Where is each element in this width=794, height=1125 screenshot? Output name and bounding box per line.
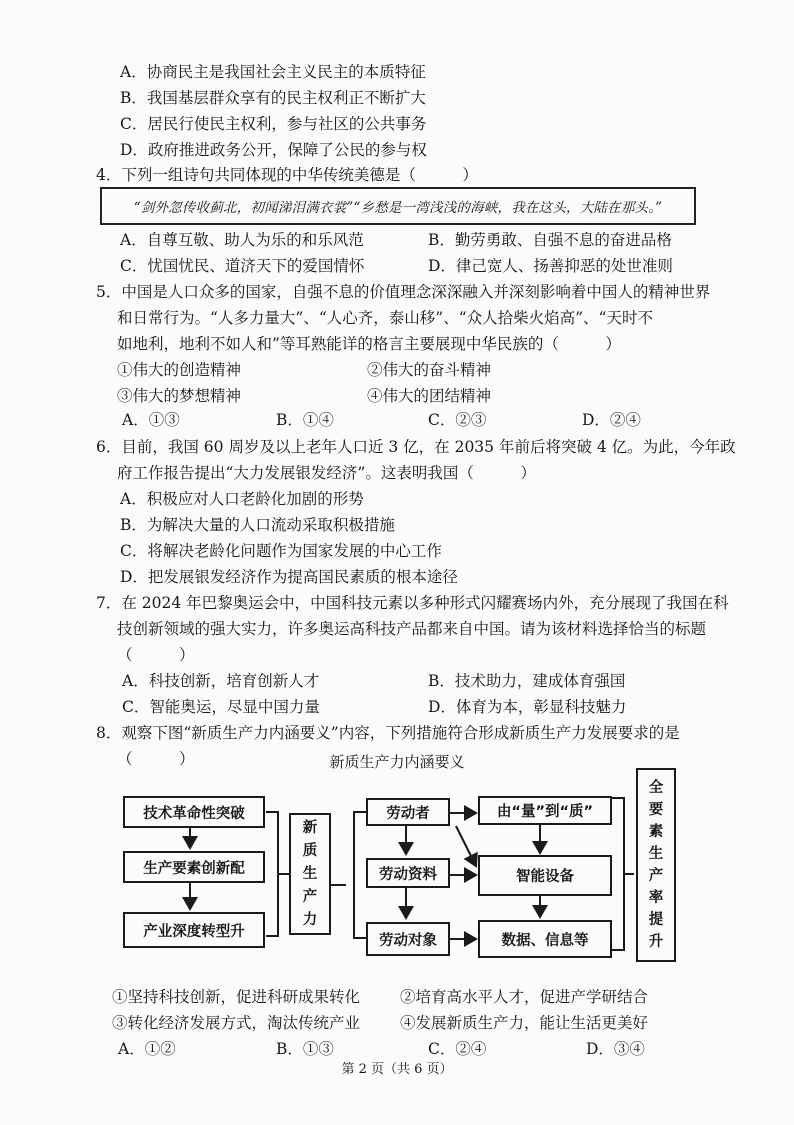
far-right-char: 全 <box>648 780 664 796</box>
q7-stem-1: 7．在 2024 年巴黎奥运会中，中国科技元素以多种形式闪耀赛场内外，充分展现了我国在科 <box>96 594 729 612</box>
diagram-right-box-2: 智能设备 <box>478 855 612 896</box>
q5-stem-2: 和日常行为。“人多力量大”、“人心齐，泰山移”、“众人拾柴火焰高”、“天时不 <box>117 309 653 327</box>
q7-option-d: D．体育为本，彰显科技魅力 <box>428 698 627 716</box>
q4-poem: “剑外忽传收蓟北，初闻涕泪满衣裳”“乡愁是一湾浅浅的海峡，我在这头，大陆在那头。” <box>133 200 663 216</box>
q7-stem-3: （ ） <box>117 646 195 664</box>
q7-option-c: C．智能奥运，尽显中国力量 <box>122 698 320 716</box>
q4-option-c: C．忧国忧民、道济天下的爱国情怀 <box>120 257 365 275</box>
far-right-char: 提 <box>648 912 664 928</box>
q5-item-1: ①伟大的创造精神 <box>117 361 242 379</box>
q6-stem-2: 府工作报告提出“大力发展银发经济”。这表明我国（ ） <box>117 464 536 482</box>
diagram-left-box-1: 技术革命性突破 <box>123 796 265 828</box>
q4-option-d: D．律己宽人、扬善抑恶的处世准则 <box>428 257 673 275</box>
center-char: 质 <box>302 842 318 859</box>
diagram-left-box-3: 产业深度转型升 <box>123 912 265 948</box>
q6-option-b: B．为解决大量的人口流动采取积极措施 <box>120 516 395 534</box>
q4-stem: 4．下列一组诗句共同体现的中华传统美德是（ ） <box>96 166 478 184</box>
q5-stem-3: 如地利，地利不如人和”等耳熟能详的格言主要展现中华民族的（ ） <box>117 335 621 353</box>
q8-option-b: B．①③ <box>276 1040 334 1058</box>
far-right-char: 生 <box>648 846 664 862</box>
q8-option-c: C．②④ <box>428 1040 487 1058</box>
diagram-middle-box-2: 劳动资料 <box>366 858 450 888</box>
q5-item-2: ②伟大的奋斗精神 <box>367 361 492 379</box>
diagram-right-box-1: 由“量”到“质” <box>478 796 612 825</box>
q5-item-3: ③伟大的梦想精神 <box>117 387 242 405</box>
q8-stem-2: （ ） <box>117 750 195 768</box>
diagram-right-box-3: 数据、信息等 <box>478 920 612 958</box>
diagram-middle-box-1: 劳动者 <box>366 798 450 826</box>
q4-option-a: A．自尊互敬、助人为乐的和乐风范 <box>120 231 364 249</box>
diagram-left-box-2: 生产要素创新配 <box>123 851 265 883</box>
q3-option-c: C．居民行使民主权利，参与社区的公共事务 <box>120 115 427 133</box>
q5-option-d: D．②④ <box>582 411 641 429</box>
q8-stem-1: 8．观察下图“新质生产力内涵要义”内容，下列措施符合形成新质生产力发展要求的是 <box>96 724 680 742</box>
center-char: 力 <box>302 911 318 928</box>
center-char: 新 <box>302 819 318 836</box>
far-right-char: 率 <box>648 890 664 906</box>
far-right-char: 素 <box>648 824 664 840</box>
far-right-char: 要 <box>648 802 664 818</box>
q5-stem-1: 5．中国是人口众多的国家，自强不息的价值理念深深融入并深刻影响着中国人的精神世界 <box>96 283 711 301</box>
diagram-middle-box-3: 劳动对象 <box>366 922 450 956</box>
q8-item-2: ②培育高水平人才，促进产学研结合 <box>400 988 649 1006</box>
diagram-title: 新质生产力内涵要义 <box>329 753 465 771</box>
q5-option-b: B．①④ <box>276 411 334 429</box>
q7-option-a: A．科技创新，培育创新人才 <box>122 672 320 690</box>
q3-option-d: D．政府推进政务公开，保障了公民的参与权 <box>120 141 427 159</box>
q5-option-c: C．②③ <box>428 411 487 429</box>
q7-option-b: B．技术助力，建成体育强国 <box>428 672 626 690</box>
q8-option-d: D．③④ <box>586 1040 645 1058</box>
q5-option-a: A．①③ <box>122 411 180 429</box>
far-right-char: 产 <box>648 868 664 884</box>
far-right-char: 升 <box>648 934 664 950</box>
q6-option-c: C．将解决老龄化问题作为国家发展的中心工作 <box>120 542 442 560</box>
q8-item-3: ③转化经济发展方式，淘汰传统产业 <box>112 1014 361 1032</box>
q6-stem-1: 6．目前，我国 60 周岁及以上老年人口近 3 亿，在 2035 年前后将突破 4 亿。为此，今年政 <box>96 438 736 456</box>
diagram-center-box <box>289 813 331 935</box>
center-char: 产 <box>302 888 318 905</box>
q8-option-a: A．①② <box>118 1040 176 1058</box>
page-footer: 第 2 页（共 6 页） <box>341 1062 453 1077</box>
q3-option-a: A．协商民主是我国社会主义民主的本质特征 <box>120 63 426 81</box>
q5-item-4: ④伟大的团结精神 <box>367 387 492 405</box>
diagram-far-right-box <box>636 768 676 962</box>
q4-option-b: B．勤劳勇敢、自强不息的奋进品格 <box>428 231 672 249</box>
center-char: 生 <box>302 865 318 882</box>
q7-stem-2: 技创新领域的强大实力，许多奥运高科技产品都来自中国。请为该材料选择恰当的标题 <box>117 620 707 638</box>
q6-option-d: D．把发展银发经济作为提高国民素质的根本途径 <box>120 568 458 586</box>
q8-item-1: ①坚持科技创新，促进科研成果转化 <box>112 988 361 1006</box>
q8-item-4: ④发展新质生产力，能让生活更美好 <box>400 1014 649 1032</box>
q6-option-a: A．积极应对人口老龄化加剧的形势 <box>120 490 364 508</box>
q3-option-b: B．我国基层群众享有的民主权利正不断扩大 <box>120 89 426 107</box>
